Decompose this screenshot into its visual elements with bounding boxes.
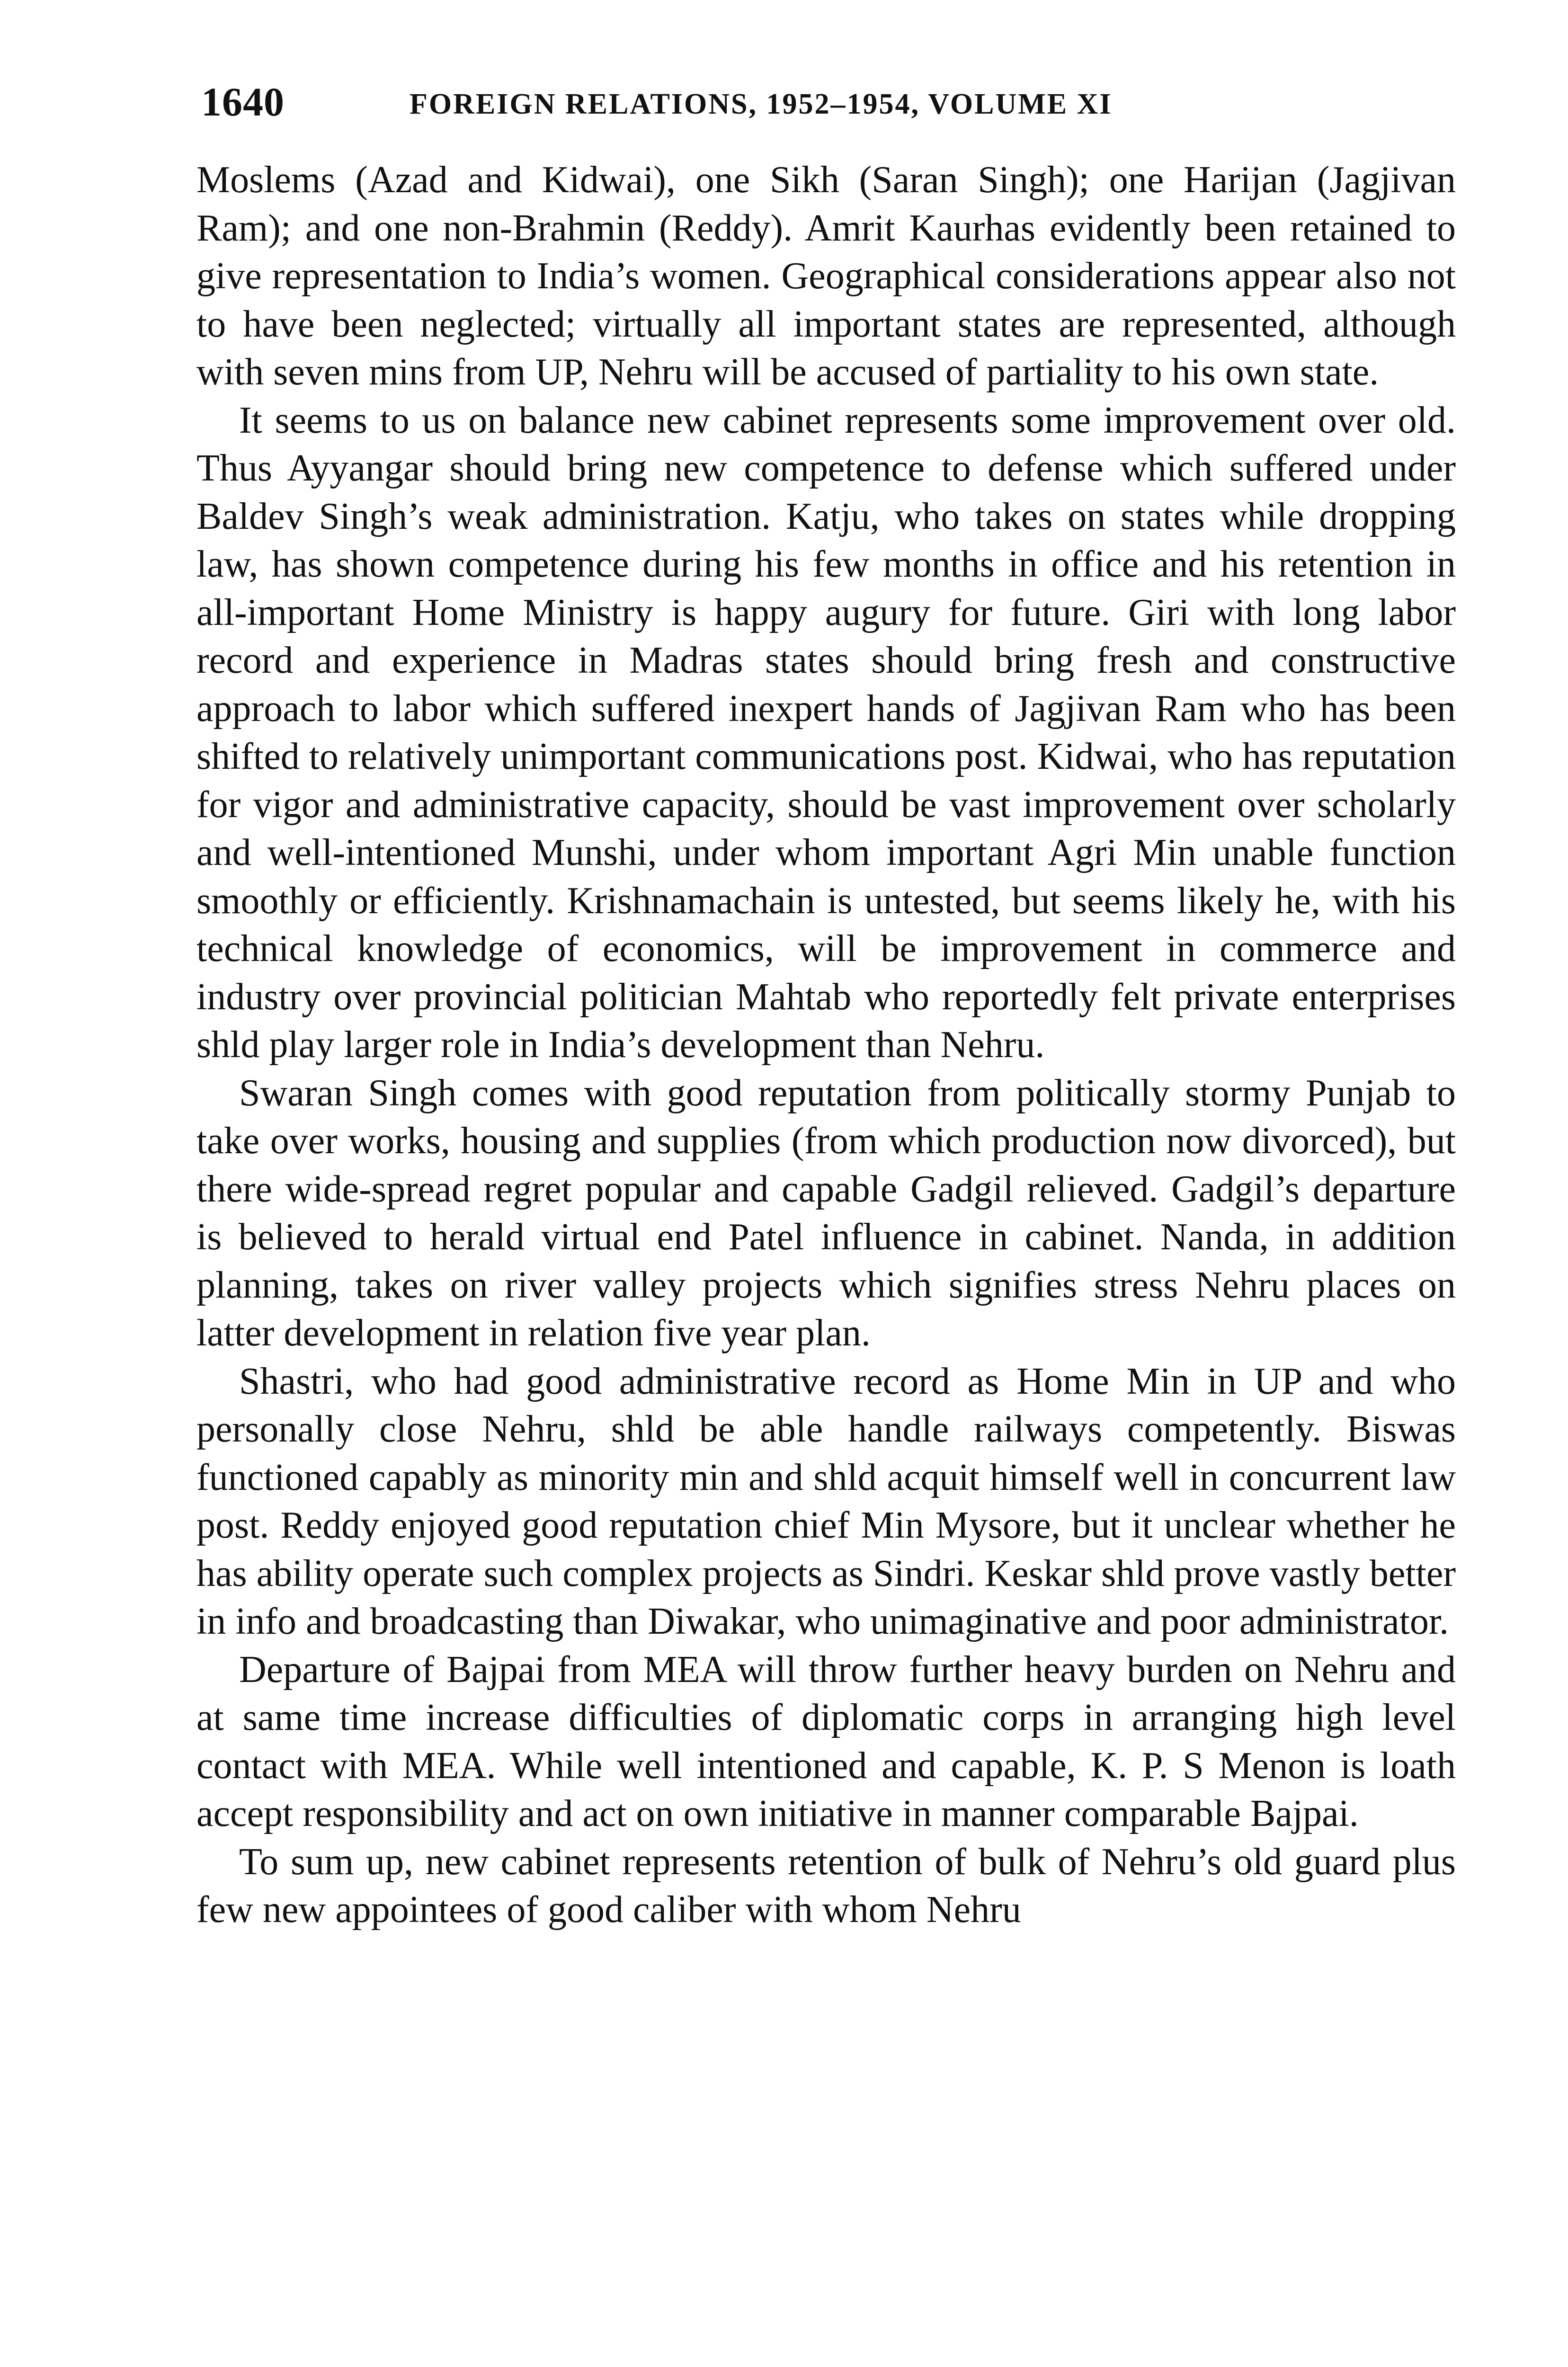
running-head: FOREIGN RELATIONS, 1952–1954, VOLUME XI: [410, 88, 1113, 120]
paragraph: It seems to us on balance new cabinet represents some improvement over old. Thus Ayyangar should bring new competence to defense which suffered under Baldev Singh’s weak administration. Katju, who takes on states while dropping law, has shown competence during his few months in office and his retention in all-important Home Ministry is happy augury for future. Giri with long labor record and experience in Madras states should bring fresh and constructive approach to labor which suffered inexpert hands of Jagjivan Ram who has been shifted to relatively unimportant communications post. Kidwai, who has reputation for vigor and administrative capacity, should be vast improvement over scholarly and well-intentioned Munshi, under whom important Agri Min unable function smoothly or efficiently. Krishnamachain is untested, but seems likely he, with his technical knowledge of economics, will be improvement in commerce and industry over provincial politician Mahtab who reportedly felt private enterprises shld play larger role in India’s development than Nehru.: [196, 399, 1456, 1066]
page-number: 1640: [201, 79, 285, 125]
body-text: [196, 156, 1456, 1934]
paragraph: Swaran Singh comes with good reputation from politically stormy Punjab to take over works, housing and supplies (from which production now divorced), but there wide-spread regret popular and capable Gadgil relieved. Gadgil’s departure is believed to herald virtual end Patel influence in cabinet. Nanda, in addition planning, takes on river valley projects which signifies stress Nehru places on latter development in relation five year plan.: [196, 1072, 1456, 1354]
paragraph: Departure of Bajpai from MEA will throw further heavy burden on Nehru and at same time increase difficulties of diplomatic corps in arranging high level contact with MEA. While well intentioned and capable, K. P. S Menon is loath accept responsibility and act on own initiative in manner comparable Bajpai.: [196, 1648, 1456, 1834]
paragraph: To sum up, new cabinet represents retention of bulk of Nehru’s old guard plus few new appointees of good caliber with whom Nehru: [196, 1841, 1456, 1931]
paragraph-continued: Moslems (Azad and Kidwai), one Sikh (Saran Singh); one Harijan (Jagjivan Ram); and one non-Brahmin (Reddy). Amrit Kaurhas evidently been retained to give representation to India’s women. Geographical considerations appear also not to have been neglected; virtually all important states are represented, although with seven mins from UP, Nehru will be accused of partiality to his own state.: [196, 159, 1456, 393]
paragraph: Shastri, who had good administrative record as Home Min in UP and who personally close Nehru, shld be able handle railways competently. Biswas functioned capably as minority min and shld acquit himself well in concurrent law post. Reddy enjoyed good reputation chief Min Mysore, but it unclear whether he has ability operate such complex projects as Sindri. Keskar shld prove vastly better in info and broadcasting than Diwakar, who unimaginative and poor administrator.: [196, 1360, 1456, 1642]
page-header: [201, 71, 1461, 133]
